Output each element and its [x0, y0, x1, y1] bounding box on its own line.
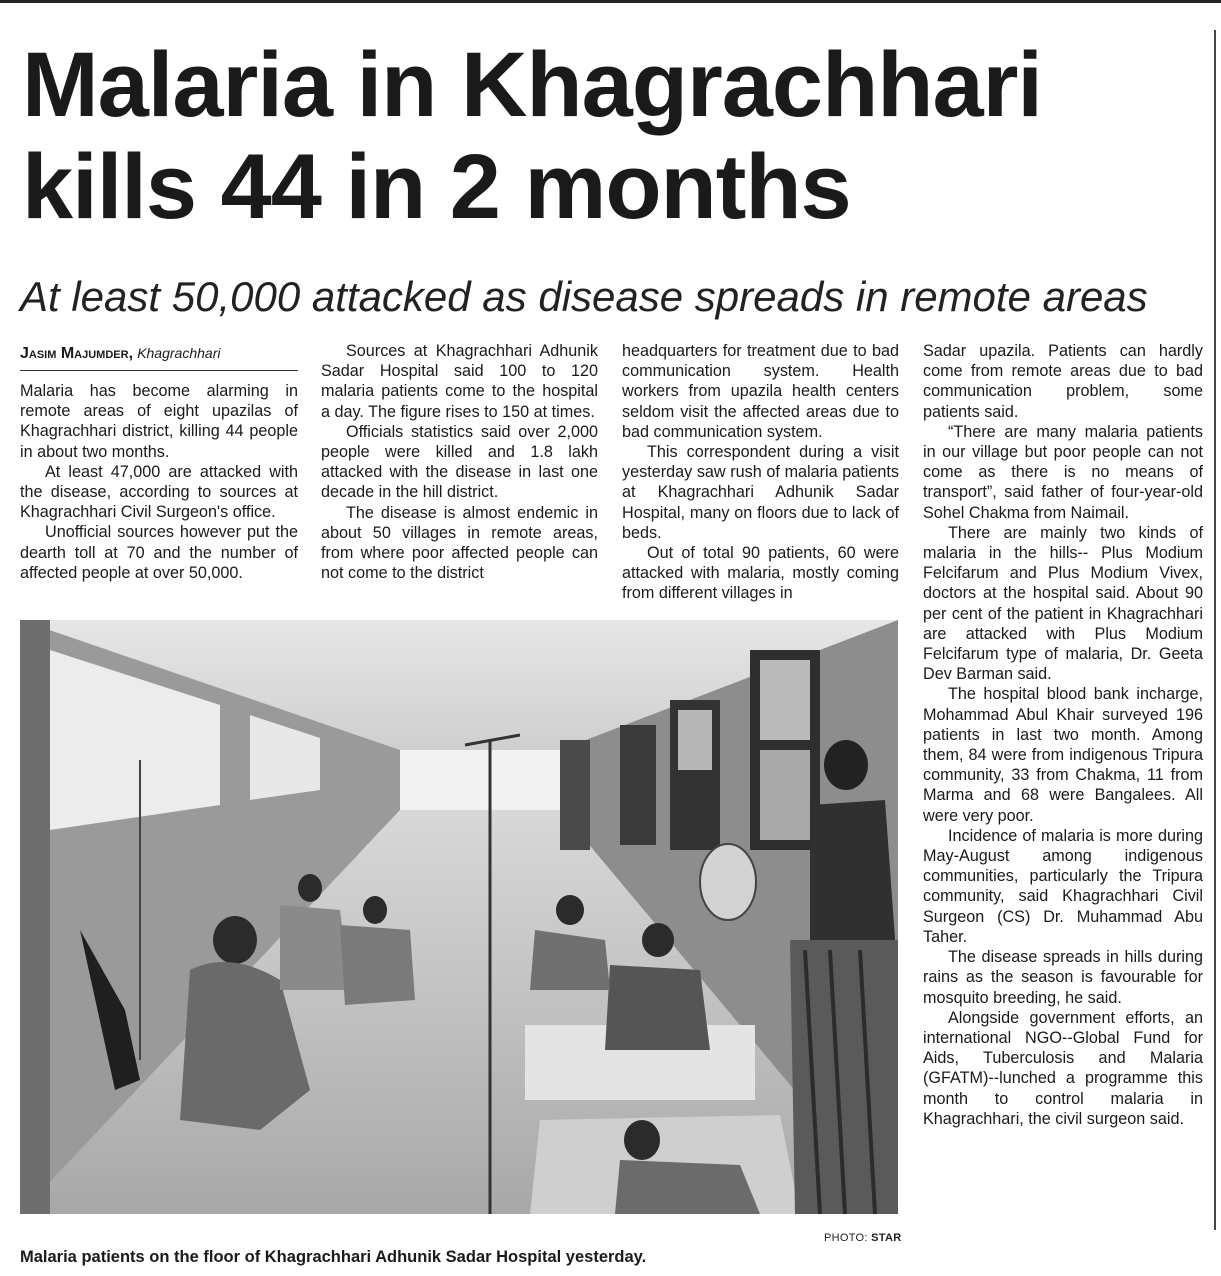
paragraph: Officials statistics said over 2,000 people were killed and 1.8 lakh attacked with the disease in last one decade in the hill district.: [321, 422, 598, 502]
photo-credit-source: STAR: [871, 1232, 902, 1244]
column-rule: [1214, 30, 1216, 1230]
news-photo: [20, 620, 898, 1214]
article-column-1: [20, 381, 298, 583]
article-column-4: [923, 341, 1203, 1129]
paragraph: At least 47,000 are attacked with the disease, according to sources at Khagrachhari Civil Surgeon's office.: [20, 462, 298, 522]
paragraph: “There are many malaria patients in our village but poor people can not come as there is no means of transport”, said father of four-year-old Sohel Chakma from Naimail.: [923, 422, 1203, 522]
byline-location: Khagrachhari: [137, 345, 221, 361]
paragraph: Sadar upazila. Patients can hardly come from remote areas due to bad communication problem, some patients said.: [923, 342, 1203, 421]
headline: [22, 34, 1212, 238]
byline-rule: [20, 370, 298, 371]
paragraph: Unofficial sources however put the dearth toll at 70 and the number of affected people at over 50,000.: [20, 523, 298, 582]
article-column-2: [321, 341, 598, 583]
paragraph: This correspondent during a visit yesterday saw rush of malaria patients at Khagrachhari Adhunik Sadar Hospital, many on floors due to lack of beds.: [622, 443, 899, 542]
paragraph: The disease spreads in hills during rains as the season is favourable for mosquito breeding, he said.: [923, 948, 1203, 1007]
byline-author: Jasim Majumder,: [20, 345, 134, 362]
top-rule: [0, 0, 1221, 3]
paragraph: Out of total 90 patients, 60 were attacked with malaria, mostly coming from different villages in: [622, 544, 899, 603]
photo-credit-prefix: PHOTO:: [824, 1232, 872, 1244]
photo-credit: [824, 1232, 901, 1244]
paragraph: Incidence of malaria is more during May-August among indigenous communities, particularly the Tripura community, said Khagrachhari Civil Surgeon (CS) Dr. Muhammad Abu Taher.: [923, 826, 1203, 946]
subheadline: At least 50,000 attacked as disease spreads in remote areas: [20, 273, 1148, 320]
paragraph: Malaria has become alarming in remote areas of eight upazilas of Khagrachhari district, killing 44 people in about two months.: [20, 382, 298, 461]
headline-line-1: Malaria in Khagrachhari: [22, 34, 1042, 136]
paragraph: The hospital blood bank incharge, Mohammad Abul Khair surveyed 196 patients in last two month. Among them, 84 were from indigenous Tripura community, 33 from Chakma, 11 from Marma and 68 were Bangalees. All were very poor.: [923, 685, 1203, 825]
byline: [20, 344, 298, 363]
paragraph: Alongside government efforts, an international NGO--Global Fund for Aids, Tuberculosis and Malaria (GFATM)--lunched a programme this month to control malaria in Khagrachhari, the civil surgeon said.: [923, 1008, 1203, 1128]
paragraph: headquarters for treatment due to bad communication system. Health workers from upazila health centers seldom visit the affected areas due to bad communication system.: [622, 342, 899, 441]
paragraph: There are mainly two kinds of malaria in the hills-- Plus Modium Felcifarum and Plus Modium Vivex, doctors at the hospital said. About 90 per cent of the patient in Khagrachhari are attacked with Plus Modium Felcifarum type of malaria, Dr. Geeta Dev Barman said.: [923, 523, 1203, 684]
paragraph: Sources at Khagrachhari Adhunik Sadar Hospital said 100 to 120 malaria patients come to the hospital a day. The figure rises to 150 at times.: [321, 342, 598, 421]
paragraph: The disease is almost endemic in about 50 villages in remote areas, from where poor affected people can not come to the district: [321, 503, 598, 583]
photo-caption: Malaria patients on the floor of Khagrachhari Adhunik Sadar Hospital yesterday.: [20, 1248, 647, 1266]
headline-line-2: kills 44 in 2 months: [22, 136, 851, 238]
article-column-3: [622, 341, 899, 604]
